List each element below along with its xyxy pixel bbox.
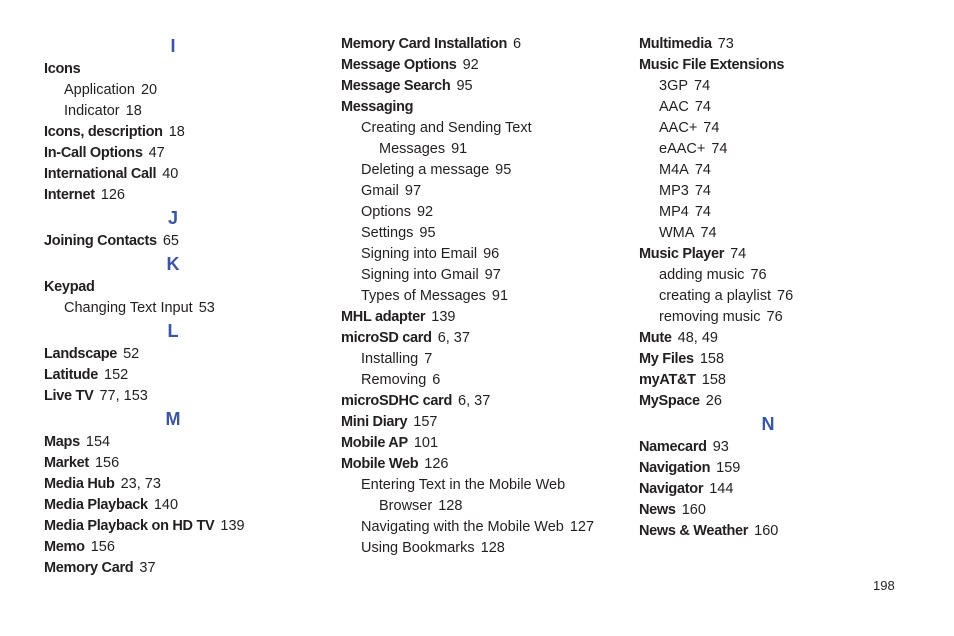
index-page-ref[interactable]: 160	[681, 502, 706, 518]
index-subentry	[639, 160, 879, 181]
index-page-ref[interactable]: 74	[694, 183, 711, 199]
index-page-ref[interactable]: 26	[705, 393, 722, 409]
index-term: removing music	[659, 309, 761, 325]
index-page-ref[interactable]: 52	[123, 346, 140, 362]
index-page-ref[interactable]: 156	[94, 455, 120, 471]
index-page-ref[interactable]: 47	[148, 145, 165, 161]
index-subentry	[639, 202, 879, 223]
index-page-ref[interactable]: 74	[694, 162, 711, 178]
index-entry	[341, 307, 611, 328]
index-page-ref[interactable]: 6, 37	[458, 393, 491, 409]
index-subentry	[639, 307, 879, 328]
index-column-3	[639, 34, 879, 542]
index-letter-heading: I	[170, 36, 176, 56]
index-page-ref[interactable]: 128	[480, 540, 505, 556]
index-term: Memory Card	[44, 560, 134, 576]
index-term: Indicator	[64, 103, 120, 119]
index-subentry	[639, 181, 879, 202]
index-term: Mobile AP	[341, 435, 408, 451]
index-term: AAC	[659, 99, 689, 115]
index-entry	[44, 122, 284, 143]
index-page-ref[interactable]: 76	[750, 267, 767, 283]
index-page-ref[interactable]: 97	[404, 183, 422, 199]
index-entry	[44, 365, 284, 386]
index-term: Settings	[361, 225, 414, 241]
index-page-ref[interactable]: 74	[711, 141, 728, 157]
index-page-ref[interactable]: 156	[90, 539, 115, 555]
index-page-ref[interactable]: 128	[438, 498, 463, 514]
index-term: Options	[361, 204, 411, 220]
index-subentry	[341, 181, 611, 202]
index-term: 3GP	[659, 78, 689, 94]
index-entry	[639, 34, 879, 55]
index-entry	[44, 453, 284, 474]
index-letter-heading: N	[761, 414, 775, 434]
index-term: Changing Text Input	[64, 300, 193, 316]
index-term: Market	[44, 455, 89, 471]
index-term: News & Weather	[639, 523, 749, 539]
index-page-ref[interactable]: 91	[491, 288, 509, 304]
index-entry	[639, 437, 879, 458]
index-term: MP4	[659, 204, 689, 220]
index-term: In-Call Options	[44, 145, 143, 161]
index-page-ref[interactable]: 154	[85, 434, 111, 450]
index-page-ref[interactable]: 159	[716, 460, 741, 476]
index-term: Memo	[44, 539, 85, 555]
index-page-ref[interactable]: 74	[694, 99, 711, 115]
index-subentry	[341, 160, 611, 181]
index-entry	[44, 277, 284, 298]
index-page-ref[interactable]: 92	[462, 57, 479, 73]
index-subentry	[341, 517, 611, 538]
index-page-ref[interactable]: 48, 49	[677, 330, 718, 346]
index-page-ref[interactable]: 158	[699, 351, 725, 367]
index-page-ref[interactable]: 37	[139, 560, 156, 576]
index-entry	[639, 55, 879, 76]
index-entry	[341, 433, 611, 454]
index-subentry	[639, 139, 879, 160]
index-entry	[639, 479, 879, 500]
index-page-ref[interactable]: 140	[153, 497, 179, 513]
index-subentry	[341, 244, 611, 265]
index-page-ref[interactable]: 23, 73	[120, 476, 161, 492]
index-entry	[341, 454, 611, 475]
index-subentry	[341, 118, 611, 139]
index-term: Navigation	[639, 460, 711, 476]
index-term: MP3	[659, 183, 689, 199]
index-page-ref[interactable]: 91	[451, 141, 468, 157]
index-page-ref[interactable]: 157	[413, 414, 438, 430]
index-page-ref[interactable]: 40	[162, 166, 179, 182]
index-page-ref[interactable]: 95	[419, 225, 436, 241]
index-entry	[341, 412, 611, 433]
index-subentry	[44, 101, 284, 122]
index-term: Gmail	[361, 183, 399, 199]
index-term: Music Player	[639, 246, 725, 262]
index-term: Messaging	[341, 99, 414, 115]
index-term: microSDHC card	[341, 393, 453, 409]
index-entry	[44, 185, 284, 206]
index-term: MHL adapter	[341, 309, 426, 325]
index-entry	[44, 558, 284, 579]
index-term: Maps	[44, 434, 80, 450]
index-term: Browser	[379, 498, 433, 514]
index-term: Latitude	[44, 367, 98, 383]
index-term: microSD card	[341, 330, 432, 346]
index-subentry	[341, 265, 611, 286]
index-entry	[341, 55, 611, 76]
index-subentry	[639, 265, 879, 286]
index-entry	[44, 386, 284, 407]
index-entry	[639, 391, 879, 412]
index-page-ref[interactable]: 95	[495, 162, 512, 178]
index-term: Navigating with the Mobile Web	[361, 519, 564, 535]
index-page-ref[interactable]: 74	[694, 78, 711, 94]
index-term: Messages	[379, 141, 446, 157]
index-page-ref[interactable]: 6, 37	[437, 330, 470, 346]
index-entry	[44, 474, 284, 495]
index-subentry	[341, 223, 611, 244]
index-term: Keypad	[44, 279, 95, 295]
index-subentry	[639, 286, 879, 307]
index-term: Removing	[361, 372, 427, 388]
index-term: News	[639, 502, 676, 518]
index-page-ref[interactable]: 158	[701, 372, 726, 388]
index-subentry	[639, 223, 879, 244]
index-entry	[44, 432, 284, 453]
index-term: AAC+	[659, 120, 698, 136]
index-letter-heading: J	[167, 208, 178, 228]
index-term: Installing	[361, 351, 419, 367]
index-entry	[44, 495, 284, 516]
index-subentry	[44, 80, 284, 101]
index-subentry	[341, 475, 611, 496]
index-page-ref[interactable]: 53	[198, 300, 215, 316]
index-entry	[44, 231, 284, 252]
index-term: Entering Text in the Mobile Web	[361, 477, 566, 493]
index-entry	[44, 59, 284, 80]
index-entry	[341, 328, 611, 349]
index-page-ref[interactable]: 73	[717, 36, 734, 52]
index-page-ref[interactable]: 74	[703, 120, 720, 136]
index-page-ref[interactable]: 95	[456, 78, 473, 94]
index-subentry	[341, 538, 611, 559]
index-page-ref[interactable]: 76	[777, 288, 794, 304]
index-page-ref[interactable]: 160	[754, 523, 779, 539]
index-entry	[639, 244, 879, 265]
index-entry	[639, 370, 879, 391]
index-page-ref[interactable]: 65	[162, 233, 179, 249]
index-page-ref[interactable]: 74	[730, 246, 747, 262]
index-subentry	[341, 349, 611, 370]
index-page-ref[interactable]: 101	[413, 435, 439, 451]
index-term: Deleting a message	[361, 162, 490, 178]
index-letter-heading: M	[165, 409, 181, 429]
index-term: Icons, description	[44, 124, 163, 140]
index-term: Live TV	[44, 388, 94, 404]
index-term: Signing into Gmail	[361, 267, 479, 283]
index-entry	[44, 143, 284, 164]
index-subentry	[341, 286, 611, 307]
index-entry	[44, 344, 284, 365]
index-subentry	[44, 298, 284, 319]
index-term: My Files	[639, 351, 694, 367]
index-term: Media Hub	[44, 476, 115, 492]
index-entry	[44, 164, 284, 185]
index-term: Media Playback on HD TV	[44, 518, 215, 534]
index-entry	[639, 458, 879, 479]
index-term: Message Search	[341, 78, 451, 94]
index-entry	[639, 500, 879, 521]
index-term: Internet	[44, 187, 95, 203]
index-term: Mobile Web	[341, 456, 419, 472]
index-page-ref[interactable]: 74	[694, 204, 711, 220]
index-subentry	[341, 202, 611, 223]
index-entry	[341, 391, 611, 412]
index-term: Joining Contacts	[44, 233, 157, 249]
index-page-ref[interactable]: 76	[766, 309, 783, 325]
index-entry	[639, 349, 879, 370]
index-page-ref[interactable]: 74	[700, 225, 717, 241]
index-page-ref[interactable]: 77, 153	[99, 388, 148, 404]
index-page-ref[interactable]: 139	[431, 309, 456, 325]
index-term: Memory Card Installation	[341, 36, 508, 52]
index-term: International Call	[44, 166, 157, 182]
index-subentry	[341, 496, 611, 517]
index-page-ref[interactable]: 139	[220, 518, 245, 534]
index-term: Media Playback	[44, 497, 148, 513]
index-subentry	[639, 97, 879, 118]
index-term: Creating and Sending Text	[361, 120, 532, 136]
index-term: Music File Extensions	[639, 57, 785, 73]
index-entry	[341, 97, 611, 118]
index-column-2	[341, 34, 611, 559]
index-entry	[44, 537, 284, 558]
index-term: M4A	[659, 162, 689, 178]
index-term: Application	[64, 82, 135, 98]
index-subentry	[639, 118, 879, 139]
index-term: Navigator	[639, 481, 704, 497]
index-page-ref[interactable]: 152	[104, 367, 129, 383]
index-term: WMA	[659, 225, 695, 241]
index-page-ref[interactable]: 126	[100, 187, 125, 203]
index-entry	[341, 34, 611, 55]
index-term: MySpace	[639, 393, 700, 409]
index-page-ref[interactable]: 93	[712, 439, 729, 455]
index-letter-heading: L	[167, 321, 179, 341]
index-term: eAAC+	[659, 141, 706, 157]
index-page-ref[interactable]: 127	[569, 519, 595, 535]
index-entry	[639, 521, 879, 542]
index-term: Message Options	[341, 57, 457, 73]
index-page-ref[interactable]: 6	[432, 372, 441, 388]
index-page-ref[interactable]: 7	[424, 351, 433, 367]
index-page-ref[interactable]: 144	[709, 481, 734, 497]
index-term: Signing into Email	[361, 246, 478, 262]
index-subentry	[341, 370, 611, 391]
index-term: adding music	[659, 267, 745, 283]
index-letter-heading: K	[166, 254, 180, 274]
index-term: creating a playlist	[659, 288, 772, 304]
index-term: Landscape	[44, 346, 118, 362]
index-term: Using Bookmarks	[361, 540, 475, 556]
index-term: Multimedia	[639, 36, 712, 52]
index-entry	[44, 516, 284, 537]
index-subentry	[639, 76, 879, 97]
index-page-ref[interactable]: 96	[483, 246, 500, 262]
index-page-ref[interactable]: 18	[125, 103, 142, 119]
index-entry	[639, 328, 879, 349]
index-column-1	[44, 34, 284, 579]
index-term: Mini Diary	[341, 414, 408, 430]
index-page-ref[interactable]: 126	[424, 456, 449, 472]
index-page-ref[interactable]: 20	[140, 82, 158, 98]
index-term: Namecard	[639, 439, 707, 455]
index-page-ref[interactable]: 18	[168, 124, 185, 140]
index-page-ref[interactable]: 6	[513, 36, 522, 52]
index-page-ref[interactable]: 97	[484, 267, 501, 283]
index-page-ref[interactable]: 92	[416, 204, 434, 220]
index-term: myAT&T	[639, 372, 696, 388]
index-subentry	[341, 139, 611, 160]
index-term: Mute	[639, 330, 672, 346]
page-number: 198	[873, 578, 895, 593]
index-term: Types of Messages	[361, 288, 486, 304]
index-entry	[341, 76, 611, 97]
index-term: Icons	[44, 61, 81, 77]
